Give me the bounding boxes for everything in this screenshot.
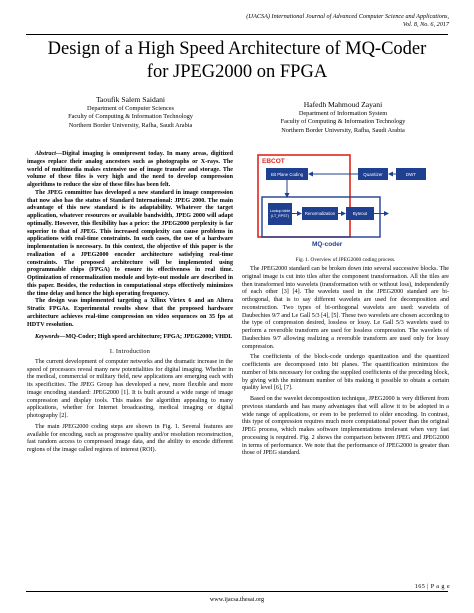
section-heading-introduction: I. Introduction (109, 348, 151, 355)
bit-plane-coding-label: Bit Plane Coding (270, 172, 304, 177)
right-column (242, 266, 449, 461)
abstract-paragraph-1 (27, 151, 233, 190)
body-paragraph-2: The coefficients of the block-code undergo quantization and the quantized coefficients are decomposed into bit planes. The quantification minimizes the number of bits necessary for coding the supplied coefficients of the preceding block, by giving with the minimum number of bits making it possible to obtain a certain quality level [6], [7]. (242, 354, 449, 392)
ebcot-label: EBCOT (262, 158, 285, 165)
jpeg2000-block-diagram (254, 151, 434, 254)
journal-url[interactable]: www.ijacsa.thesai.org (209, 596, 265, 603)
lookup-table-sublabel: (LT_RPST) (271, 214, 289, 218)
journal-header (149, 13, 449, 29)
intro-paragraph-2: The main JPEG2000 coding steps are shown in Fig. 1. Several features are available for encoding, such as progressive quality and/or resolution reconstruction, fast random access to compressed image data, and the ability to encode different regions of the image called regions of interest (ROI). (27, 423, 233, 453)
author-faculty: Faculty of Computing & Information Technology (280, 118, 406, 126)
author-block-1 (28, 95, 233, 130)
title-line-2: for JPEG2000 on FPGA (146, 62, 328, 82)
body-paragraph-3: Based on the wavelet decomposition technique, JPEG2000 is very different from previous standards and has many advantages that will allow it to be adopted in a wide range of applications, or even to be preferred to older encoding. In contrast, this type of compression requires much more computational power than the original JPEG process, which makes software implementations irrelevant when very fast processing is required. Fig. 2 shows the comparison between JPEG and JPEG2000 in terms of performance. We note that the performance of JPEG2000 is greater than those of JPEG standard. (242, 396, 449, 457)
author-university: Northern Border University, Rafha, Saudi Arabia (281, 126, 405, 134)
keywords-text: —MQ-Coder; High speed architecture; FPGA; JPEG2000; VHDL (59, 334, 233, 341)
abstract-paragraph-3: The design was implemented targeting a Xilinx Virtex 6 and an Altera Stratix FPGAs. Experimental results show that the proposed hardware architecture achieves real-time compression on video sequences on 35 fps at HDTV resolution. (27, 298, 233, 328)
header-rule (26, 34, 448, 35)
title-line-1: Design of a High Speed Architecture of MQ-Coder (47, 39, 427, 59)
paper-title (30, 38, 444, 84)
author-faculty: Faculty of Computing & Information Technology (68, 113, 193, 121)
body-paragraph-1: The JPEG2000 standard can be broken down into several successive blocks. The original image is cut into tiles after the component transformation. All the tiles are then transformed into wavelets (transformation with or without loss), independently of each other [3] [4]. The wavelets used in the JPEG2000 standard are bi-orthogonal, that is to say different wavelets are used for decomposition and reconstruction. Two types of bi-orthogonal wavelets are used: wavelets of Daubechies 9/7 and Le Gall 5/3 [4], [5]. These two wavelets are chosen according to the type of compression desired, lossless or lossy. Le Gall 5/3 wavelets used to perform a reversible transform are used for lossless compression. The wavelets of Daubechies 9/7 allowing realizing a reversible transform are used only for lossy compression. (242, 266, 449, 350)
journal-volume: Vol. 8, No. 6, 2017 (402, 21, 449, 28)
author-university: Northern Border University, Rafha, Saudi Arabia (68, 121, 193, 129)
author-department: Department of Computer Sciences (87, 105, 174, 112)
abstract-text-1: —Digital imaging is omnipresent today. In many areas, digitized images replace their analog ancestors such as photographs or X-rays. The world of multimedia makes extensive use of image transfer and storage. The volume of these files is very high and the need to develop compression algorithms to reduce the size of these files has been felt. (27, 151, 233, 188)
figure-1-diagram (254, 151, 434, 254)
dwt-label: DWT (405, 172, 417, 177)
footer-rule (26, 591, 448, 592)
keywords (27, 334, 233, 342)
author-name: Taoufik Salem Saidani (95, 95, 166, 104)
quantizer-label: Quantizer (363, 172, 383, 177)
mq-coder-label: MQ-coder (312, 241, 343, 248)
author-block-2 (238, 100, 448, 135)
abstract-label: Abstract (35, 151, 56, 157)
figure-caption: Fig. 1. Overview of JPEG2000 coding process. (295, 257, 396, 263)
keywords-label: Keywords (35, 334, 60, 341)
left-column (27, 151, 233, 458)
author-department: Department of Information System (298, 110, 388, 117)
journal-name: (IJACSA) International Journal of Advanced Computer Science and Applications, (246, 13, 449, 20)
author-name: Hafedh Mahmoud Zayani (303, 100, 383, 109)
page-number: 165 | P a g e (414, 583, 450, 590)
byteout-label: Byteout (352, 211, 368, 216)
lookup-table-label: Lookup table (269, 209, 291, 213)
abstract-paragraph-2: The JPEG committee has developed a new standard in image compression that now also has the status of Standard International: JPEG 2000. The main advantage of this new standard is its adaptability. Whatever the target application, whatever resources or available bandwidth, JPEG 2000 will adapt optimally. However, this flexibility has a price: the JPEG2000 perplexity is far superior to that of JPEG. This increased complexity can cause problems in applications with real-time constraints. In such cases, the use of a hardware implementation is necessary. In this context, the objective of this paper is the realization of a JPEG2000 encoder architecture satisfying real-time constraints. The proposed architecture will be implemented using programmable chips (FPGA) to ensure its effectiveness in real time. Optimization of renormalization module and byte-out module are described in this paper. Besides, the reduction in computational steps effectively minimizes the time delay and hence the high operating frequency. (27, 189, 233, 297)
renormalization-label: Renormalization (304, 211, 336, 216)
intro-paragraph-1: The current development of computer networks and the dramatic increase in the speed of processors reveal many new potentialities for digital imaging. Whether in the medical, commercial or military field, new applications are emerging each with its specificities. The JPEG Group has developed a new, more flexible and more image encoding standard: JPEG2000 [1]. It is built around a wide range of image compression and display tools. This makes the algorithm appealing to many applications, whether for Internet broadcasting, medical imaging or digital photography [2]. (27, 358, 233, 419)
